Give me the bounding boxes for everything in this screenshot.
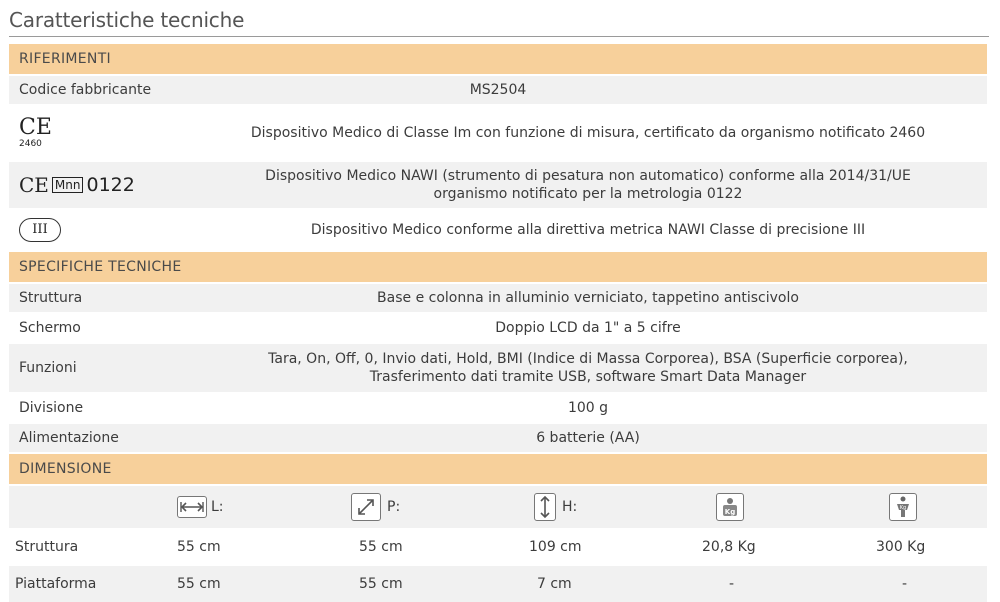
dim-label: L: [211,499,224,515]
depth-arrow-icon [351,493,381,521]
row-label: Struttura [15,539,79,555]
width-arrow-icon [177,496,207,518]
section-dimensione [9,454,987,486]
row-label: Divisione [19,400,84,416]
dim-value: 109 cm [529,539,582,555]
row-value: Tara, On, Off, 0, Invio dati, Hold, BMI (Indice di Massa Corporea), BSA (Superficie corporea), Trasferimento dati tramite USB, software Smart Data Manager [268,351,908,385]
dim-value: 7 cm [537,576,572,592]
page-title: Caratteristiche tecniche [9,8,245,32]
row-value: Base e colonna in alluminio verniciato, tappetino antiscivolo [377,290,799,306]
dim-value: 55 cm [359,576,403,592]
row-label: Codice fabbricante [19,82,152,98]
dim-col-height [534,486,577,528]
spec-table [9,44,987,602]
ce-mnn-mark-icon: CE Mnn 0122 [19,173,135,197]
section-title: DIMENSIONE [19,461,112,477]
dim-value: 300 Kg [876,539,926,555]
spec-row [9,344,987,394]
row-value: Dispositivo Medico di Classe Im con funzione di misura, certificato da organismo notificato 2460 [250,125,926,141]
row-value: 6 batterie (AA) [536,430,640,446]
spec-row [9,424,987,454]
title-divider [9,36,989,37]
section-specifiche [9,252,987,284]
dim-value: - [902,576,908,592]
dim-col-depth [351,486,400,528]
weight-kg-icon [716,493,744,521]
precision-class-icon: III [19,210,61,250]
dim-col-length [177,486,224,528]
row-value: Dispositivo Medico conforme alla direttiva metrica NAWI Classe di precisione III [310,222,866,238]
dim-value: 20,8 Kg [702,539,756,555]
spec-row [9,314,987,344]
dimension-icons-row [9,486,987,530]
row-label: Struttura [19,290,83,306]
section-title: SPECIFICHE TECNICHE [19,259,182,275]
dim-value: 55 cm [177,576,221,592]
row-label: Piattaforma [15,576,97,592]
row-value: 100 g [567,400,609,416]
section-title: RIFERIMENTI [19,51,111,67]
row-label: Alimentazione [19,430,119,446]
row-class [9,210,987,252]
height-arrow-icon [534,493,556,521]
max-load-person-icon [889,493,917,521]
row-label: Schermo [19,320,81,336]
dim-value: 55 cm [359,539,403,555]
row-value: MS2504 [469,82,527,98]
dim-value: - [729,576,735,592]
spec-row [9,394,987,424]
row-value: Dispositivo Medico NAWI (strumento di pesatura non automatico) conforme alla 2014/31/UE organismo notificato per la metrologia 0122 [265,168,911,202]
ce-mark-icon: CE 2460 [19,115,52,149]
svg-text:Kg: Kg [724,508,736,516]
section-riferimenti [9,44,987,76]
dim-col-weight [716,486,744,528]
dim-col-max-load [889,486,917,528]
svg-text:Kg: Kg [899,505,907,511]
dimension-row-struttura [9,530,987,566]
spec-row [9,284,987,314]
dim-label: P: [387,499,401,515]
row-value: Doppio LCD da 1" a 5 cifre [495,320,681,336]
row-ce [9,106,987,162]
row-codice [9,76,987,106]
row-nawi [9,162,987,210]
dim-label: H: [562,499,578,515]
dim-value: 55 cm [177,539,221,555]
dimension-row-piattaforma [9,566,987,602]
row-label: Funzioni [19,360,77,376]
